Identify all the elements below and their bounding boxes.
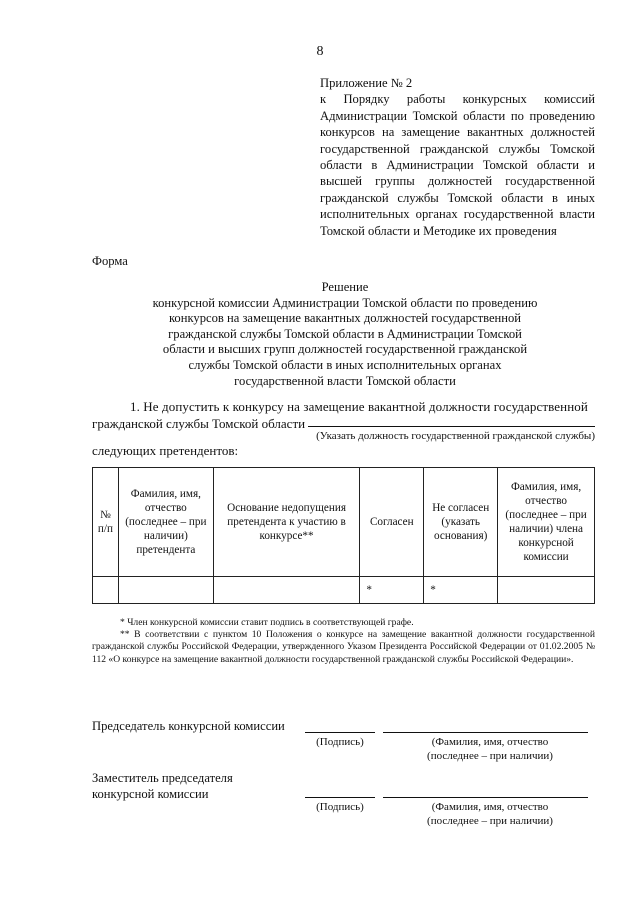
deputy-name-line[interactable] xyxy=(383,797,588,798)
chair-signature-line[interactable] xyxy=(305,732,375,733)
deputy-label-line-1: Заместитель председателя xyxy=(92,771,233,785)
decision-line: области и высших групп должностей государственной гражданской xyxy=(162,342,528,357)
decision-title-block xyxy=(120,280,570,389)
table-cell[interactable]: * xyxy=(360,577,424,604)
table-header-cell: Фамилия, имя, отчество (последнее – при наличии) претендента xyxy=(118,468,213,577)
decision-line: конкурсов на замещение вакантных должностей государственной xyxy=(168,311,522,326)
footnote-1: * Член конкурсной комиссии ставит подпись в соответствующей графе. xyxy=(120,617,414,628)
table-cell[interactable] xyxy=(118,577,213,604)
table-header-cell: Согласен xyxy=(360,468,424,577)
table-header-cell: № п/п xyxy=(93,468,119,577)
table-header-cell: Не согласен (указать основания) xyxy=(424,468,498,577)
form-label: Форма xyxy=(92,254,128,268)
table-cell[interactable] xyxy=(93,577,119,604)
chair-label: Председатель конкурсной комиссии xyxy=(92,719,285,733)
deputy-label xyxy=(92,770,233,802)
position-field-hint: (Указать должность государственной гражданской службы) xyxy=(316,430,595,442)
table-header-cell: Основание недопущения претендента к участию в конкурсе** xyxy=(213,468,360,577)
table-header-row xyxy=(93,468,595,577)
table-cell[interactable] xyxy=(213,577,360,604)
table-cell[interactable] xyxy=(498,577,595,604)
position-field-line[interactable] xyxy=(308,426,595,427)
decision-line: конкурсной комиссии Администрации Томской области по проведению xyxy=(152,295,538,310)
deputy-name-hint-2: (последнее – при наличии) xyxy=(427,815,553,827)
table-header-cell: Фамилия, имя, отчество (последнее – при наличии) члена конкурсной комиссии xyxy=(498,468,595,577)
applicants-label: следующих претендентов: xyxy=(92,443,239,458)
deputy-name-hint-1: (Фамилия, имя, отчество xyxy=(431,801,549,813)
deputy-signature-hint: (Подпись) xyxy=(316,801,364,813)
chair-name-line[interactable] xyxy=(383,732,588,733)
chair-name-hint-2: (последнее – при наличии) xyxy=(427,750,553,762)
appendix-title: Приложение № 2 xyxy=(320,76,413,90)
table-row xyxy=(93,577,595,604)
decision-line: гражданской службы Томской области в Администрации Томской xyxy=(168,326,522,341)
appendix-block xyxy=(320,75,595,239)
paragraph-line-2: гражданской службы Томской области xyxy=(92,416,306,431)
table-cell[interactable]: * xyxy=(424,577,498,604)
deputy-label-line-2: конкурсной комиссии xyxy=(92,787,209,801)
chair-name-hint-1: (Фамилия, имя, отчество xyxy=(431,736,549,748)
chair-signature-hint: (Подпись) xyxy=(316,736,364,748)
appendix-text: к Порядку работы конкурсных комиссий Администрации Томской области по проведению конкурсов на замещение вакантных должностей государственной гражданской службы Томской области в Администрации Томской области и высшей группы должностей государственной гражданской службы Томской области в иных исполнительных органах государственной власти Томской области и Методике их проведения xyxy=(320,92,595,238)
decision-line: службы Томской области в иных исполнительных органах xyxy=(188,357,502,372)
applicants-table xyxy=(92,467,595,604)
footnote-2: ** В соответствии с пунктом 10 Положения о конкурсе на замещение вакантной должности государственной гражданской службы Российской Федерации, утвержденного Указом Президента Российской Федерации от 01.02.2005 № 112 «О конкурсе на замещение вакантной должности государственной гражданской службы Российской Федерации». xyxy=(92,629,595,665)
paragraph-line-1: 1. Не допустить к конкурсу на замещение вакантной должности государственной xyxy=(130,399,588,414)
deputy-signature-line[interactable] xyxy=(305,797,375,798)
decision-line: государственной власти Томской области xyxy=(234,373,456,388)
footnotes xyxy=(92,617,595,666)
decision-heading: Решение xyxy=(321,280,369,294)
page-number: 8 xyxy=(316,44,324,59)
